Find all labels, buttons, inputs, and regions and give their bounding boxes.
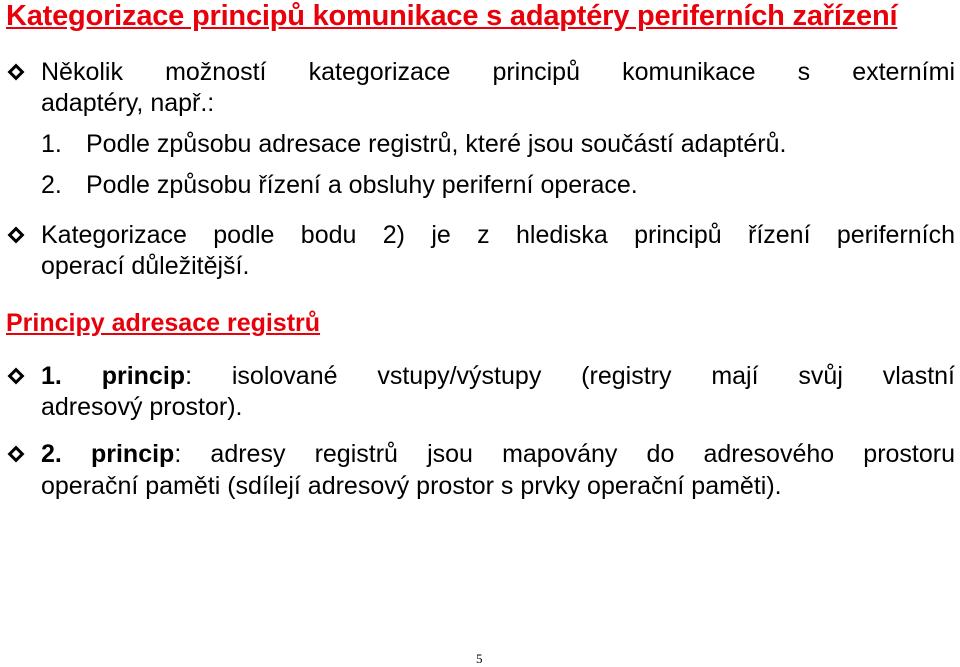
principle-2-line-1 <box>41 439 955 469</box>
bullet-icon <box>8 446 25 463</box>
principle-2-text: : adresy registrů jsou mapovány do adresového prostoru <box>174 440 955 468</box>
principle-1-text: : isolované vstupy/výstupy (registry mají svůj vlastní <box>185 362 955 390</box>
page-title: Kategorizace principů komunikace s adaptéry periferních zařízení <box>6 0 898 32</box>
bullet-icon <box>8 64 25 81</box>
principle-2-line-2: operační paměti (sdílejí adresový prostor s prvky operační paměti). <box>41 472 782 500</box>
bullet-2-line-1: Kategorizace podle bodu 2) je z hlediska principů řízení periferních <box>41 221 955 249</box>
bullet-1-line-2: adaptéry, např.: <box>41 89 215 117</box>
bullet-1-line-1: Několik možností kategorizace principů komunikace s externími <box>41 58 955 86</box>
bullet-icon <box>8 227 25 244</box>
numbered-item-2-number: 2. <box>41 171 62 199</box>
numbered-item-2-text: Podle způsobu řízení a obsluhy periferní operace. <box>86 171 638 199</box>
page-number: 5 <box>476 651 483 666</box>
principle-1-line-2: adresový prostor). <box>41 393 243 421</box>
bullet-icon <box>8 368 25 385</box>
section-heading: Principy adresace registrů <box>6 309 321 337</box>
principle-1-line-1 <box>41 361 955 391</box>
numbered-item-1-text: Podle způsobu adresace registrů, které jsou součástí adaptérů. <box>86 130 787 158</box>
principle-2-label: 2. princip <box>41 440 175 468</box>
bullet-2-line-2: operací důležitější. <box>41 252 250 280</box>
numbered-item-1-number: 1. <box>41 130 62 158</box>
principle-1-label: 1. princip <box>41 362 186 390</box>
